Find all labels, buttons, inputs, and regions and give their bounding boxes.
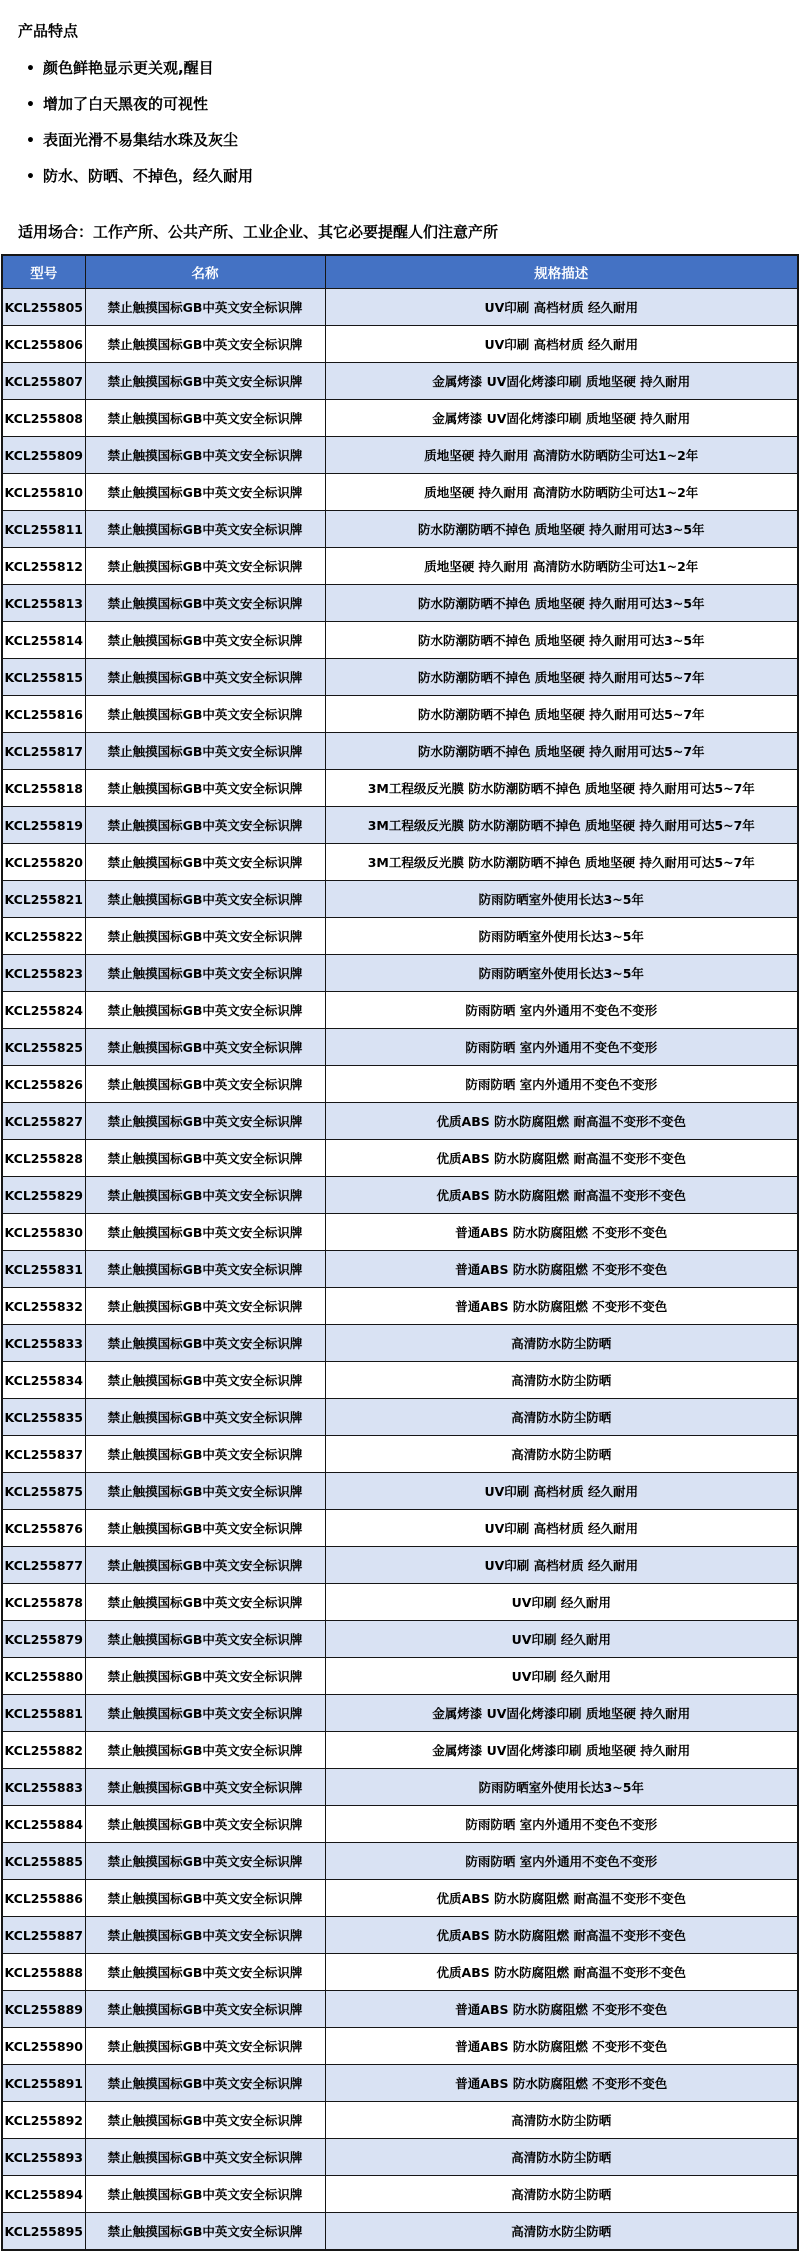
name-cell: 禁止触摸国标GB中英文安全标识牌 [85, 1288, 325, 1325]
table-row [2, 2102, 798, 2139]
table-row [2, 1917, 798, 1954]
table-row [2, 1991, 798, 2028]
spec-cell: 防水防潮防晒不掉色 质地坚硬 持久耐用可达5~7年 [325, 659, 798, 696]
model-cell: KCL255810 [2, 474, 85, 511]
name-cell: 禁止触摸国标GB中英文安全标识牌 [85, 548, 325, 585]
spec-cell: 高清防水防尘防晒 [325, 1399, 798, 1436]
spec-cell: 普通ABS 防水防腐阻燃 不变形不变色 [325, 2065, 798, 2102]
model-cell: KCL255819 [2, 807, 85, 844]
table-row [2, 1325, 798, 1362]
name-cell: 禁止触摸国标GB中英文安全标识牌 [85, 326, 325, 363]
spec-cell: 防雨防晒 室内外通用不变色不变形 [325, 992, 798, 1029]
table-row [2, 807, 798, 844]
name-cell: 禁止触摸国标GB中英文安全标识牌 [85, 2065, 325, 2102]
model-cell: KCL255813 [2, 585, 85, 622]
spec-cell: UV印刷 经久耐用 [325, 1584, 798, 1621]
model-cell: KCL255815 [2, 659, 85, 696]
table-row [2, 474, 798, 511]
table-row [2, 1880, 798, 1917]
table-row [2, 2139, 798, 2176]
spec-cell: 3M工程级反光膜 防水防潮防晒不掉色 质地坚硬 持久耐用可达5~7年 [325, 807, 798, 844]
table-row [2, 1547, 798, 1584]
table-row [2, 1510, 798, 1547]
name-cell: 禁止触摸国标GB中英文安全标识牌 [85, 696, 325, 733]
table-row [2, 2176, 798, 2213]
spec-cell: 防水防潮防晒不掉色 质地坚硬 持久耐用可达5~7年 [325, 696, 798, 733]
model-cell: KCL255814 [2, 622, 85, 659]
table-row [2, 289, 798, 326]
spec-cell: 防雨防晒 室内外通用不变色不变形 [325, 1806, 798, 1843]
model-cell: KCL255837 [2, 1436, 85, 1473]
model-cell: KCL255828 [2, 1140, 85, 1177]
model-cell: KCL255822 [2, 918, 85, 955]
name-cell: 禁止触摸国标GB中英文安全标识牌 [85, 585, 325, 622]
table-row [2, 400, 798, 437]
table-row [2, 363, 798, 400]
spec-cell: 高清防水防尘防晒 [325, 2176, 798, 2213]
name-cell: 禁止触摸国标GB中英文安全标识牌 [85, 1547, 325, 1584]
feature-item [26, 51, 782, 87]
bullet-icon: • [26, 61, 35, 77]
spec-cell: 普通ABS 防水防腐阻燃 不变形不变色 [325, 1288, 798, 1325]
spec-cell: 防雨防晒 室内外通用不变色不变形 [325, 1066, 798, 1103]
name-cell: 禁止触摸国标GB中英文安全标识牌 [85, 1880, 325, 1917]
model-cell: KCL255885 [2, 1843, 85, 1880]
bullet-icon: • [26, 133, 35, 149]
name-cell: 禁止触摸国标GB中英文安全标识牌 [85, 1658, 325, 1695]
table-row [2, 992, 798, 1029]
model-cell: KCL255821 [2, 881, 85, 918]
model-cell: KCL255824 [2, 992, 85, 1029]
spec-cell: 3M工程级反光膜 防水防潮防晒不掉色 质地坚硬 持久耐用可达5~7年 [325, 844, 798, 881]
spec-cell: 防雨防晒室外使用长达3~5年 [325, 1769, 798, 1806]
name-cell: 禁止触摸国标GB中英文安全标识牌 [85, 1177, 325, 1214]
spec-cell: 高清防水防尘防晒 [325, 1436, 798, 1473]
spec-cell: 防水防潮防晒不掉色 质地坚硬 持久耐用可达3~5年 [325, 511, 798, 548]
spec-cell: UV印刷 经久耐用 [325, 1658, 798, 1695]
spec-cell: UV印刷 高档材质 经久耐用 [325, 1510, 798, 1547]
spec-cell: 金属烤漆 UV固化烤漆印刷 质地坚硬 持久耐用 [325, 1732, 798, 1769]
table-row [2, 548, 798, 585]
name-cell: 禁止触摸国标GB中英文安全标识牌 [85, 1954, 325, 1991]
model-cell: KCL255894 [2, 2176, 85, 2213]
model-cell: KCL255811 [2, 511, 85, 548]
name-cell: 禁止触摸国标GB中英文安全标识牌 [85, 1510, 325, 1547]
model-cell: KCL255827 [2, 1103, 85, 1140]
name-cell: 禁止触摸国标GB中英文安全标识牌 [85, 1806, 325, 1843]
spec-cell: UV印刷 高档材质 经久耐用 [325, 1547, 798, 1584]
model-cell: KCL255890 [2, 2028, 85, 2065]
name-cell: 禁止触摸国标GB中英文安全标识牌 [85, 2028, 325, 2065]
table-row [2, 696, 798, 733]
model-cell: KCL255878 [2, 1584, 85, 1621]
name-cell: 禁止触摸国标GB中英文安全标识牌 [85, 2102, 325, 2139]
name-cell: 禁止触摸国标GB中英文安全标识牌 [85, 363, 325, 400]
model-cell: KCL255832 [2, 1288, 85, 1325]
name-cell: 禁止触摸国标GB中英文安全标识牌 [85, 1436, 325, 1473]
name-cell: 禁止触摸国标GB中英文安全标识牌 [85, 1843, 325, 1880]
usage-line: 适用场合：工作产所、公共产所、工业企业、其它必要提醒人们注意产所 [18, 223, 499, 241]
model-cell: KCL255812 [2, 548, 85, 585]
model-cell: KCL255875 [2, 1473, 85, 1510]
model-cell: KCL255835 [2, 1399, 85, 1436]
model-cell: KCL255884 [2, 1806, 85, 1843]
model-cell: KCL255816 [2, 696, 85, 733]
spec-cell: UV印刷 高档材质 经久耐用 [325, 1473, 798, 1510]
name-cell: 禁止触摸国标GB中英文安全标识牌 [85, 1251, 325, 1288]
model-cell: KCL255892 [2, 2102, 85, 2139]
model-cell: KCL255883 [2, 1769, 85, 1806]
name-cell: 禁止触摸国标GB中英文安全标识牌 [85, 992, 325, 1029]
model-cell: KCL255808 [2, 400, 85, 437]
table-row [2, 2028, 798, 2065]
name-cell: 禁止触摸国标GB中英文安全标识牌 [85, 1917, 325, 1954]
column-header-model: 型号 [2, 255, 85, 289]
model-cell: KCL255876 [2, 1510, 85, 1547]
model-cell: KCL255833 [2, 1325, 85, 1362]
name-cell: 禁止触摸国标GB中英文安全标识牌 [85, 1399, 325, 1436]
name-cell: 禁止触摸国标GB中英文安全标识牌 [85, 1991, 325, 2028]
name-cell: 禁止触摸国标GB中英文安全标识牌 [85, 1621, 325, 1658]
table-row [2, 585, 798, 622]
table-row [2, 2065, 798, 2102]
model-cell: KCL255887 [2, 1917, 85, 1954]
model-cell: KCL255807 [2, 363, 85, 400]
name-cell: 禁止触摸国标GB中英文安全标识牌 [85, 437, 325, 474]
product-features-section [0, 0, 800, 195]
name-cell: 禁止触摸国标GB中英文安全标识牌 [85, 733, 325, 770]
table-row [2, 918, 798, 955]
name-cell: 禁止触摸国标GB中英文安全标识牌 [85, 622, 325, 659]
table-row [2, 770, 798, 807]
table-row [2, 1621, 798, 1658]
features-title: 产品特点 [18, 22, 79, 40]
name-cell: 禁止触摸国标GB中英文安全标识牌 [85, 400, 325, 437]
model-cell: KCL255820 [2, 844, 85, 881]
model-cell: KCL255817 [2, 733, 85, 770]
name-cell: 禁止触摸国标GB中英文安全标识牌 [85, 2176, 325, 2213]
table-row [2, 1140, 798, 1177]
spec-cell: 防雨防晒室外使用长达3~5年 [325, 918, 798, 955]
name-cell: 禁止触摸国标GB中英文安全标识牌 [85, 289, 325, 326]
name-cell: 禁止触摸国标GB中英文安全标识牌 [85, 844, 325, 881]
model-cell: KCL255806 [2, 326, 85, 363]
table-row [2, 1288, 798, 1325]
model-cell: KCL255834 [2, 1362, 85, 1399]
table-row [2, 326, 798, 363]
spec-cell: 高清防水防尘防晒 [325, 2139, 798, 2176]
name-cell: 禁止触摸国标GB中英文安全标识牌 [85, 1695, 325, 1732]
spec-table-header [2, 255, 798, 289]
model-cell: KCL255889 [2, 1991, 85, 2028]
model-cell: KCL255818 [2, 770, 85, 807]
table-row [2, 2213, 798, 2251]
spec-cell: UV印刷 高档材质 经久耐用 [325, 289, 798, 326]
feature-item [26, 159, 782, 195]
spec-cell: 普通ABS 防水防腐阻燃 不变形不变色 [325, 1214, 798, 1251]
table-row [2, 1473, 798, 1510]
spec-cell: 普通ABS 防水防腐阻燃 不变形不变色 [325, 1251, 798, 1288]
spec-cell: 质地坚硬 持久耐用 高清防水防晒防尘可达1~2年 [325, 474, 798, 511]
model-cell: KCL255886 [2, 1880, 85, 1917]
feature-item [26, 123, 782, 159]
table-row [2, 659, 798, 696]
name-cell: 禁止触摸国标GB中英文安全标识牌 [85, 1769, 325, 1806]
table-row [2, 1177, 798, 1214]
spec-cell: 高清防水防尘防晒 [325, 2102, 798, 2139]
spec-cell: 质地坚硬 持久耐用 高清防水防晒防尘可达1~2年 [325, 548, 798, 585]
table-row [2, 511, 798, 548]
spec-cell: 优质ABS 防水防腐阻燃 耐高温不变形不变色 [325, 1880, 798, 1917]
model-cell: KCL255893 [2, 2139, 85, 2176]
name-cell: 禁止触摸国标GB中英文安全标识牌 [85, 881, 325, 918]
spec-cell: 普通ABS 防水防腐阻燃 不变形不变色 [325, 1991, 798, 2028]
name-cell: 禁止触摸国标GB中英文安全标识牌 [85, 770, 325, 807]
model-cell: KCL255895 [2, 2213, 85, 2251]
spec-cell: 3M工程级反光膜 防水防潮防晒不掉色 质地坚硬 持久耐用可达5~7年 [325, 770, 798, 807]
name-cell: 禁止触摸国标GB中英文安全标识牌 [85, 1029, 325, 1066]
name-cell: 禁止触摸国标GB中英文安全标识牌 [85, 955, 325, 992]
table-row [2, 1806, 798, 1843]
spec-cell: 防雨防晒 室内外通用不变色不变形 [325, 1029, 798, 1066]
table-row [2, 1029, 798, 1066]
spec-cell: 优质ABS 防水防腐阻燃 耐高温不变形不变色 [325, 1177, 798, 1214]
table-row [2, 622, 798, 659]
table-row [2, 1214, 798, 1251]
model-cell: KCL255809 [2, 437, 85, 474]
name-cell: 禁止触摸国标GB中英文安全标识牌 [85, 474, 325, 511]
model-cell: KCL255826 [2, 1066, 85, 1103]
name-cell: 禁止触摸国标GB中英文安全标识牌 [85, 1584, 325, 1621]
spec-cell: 防雨防晒室外使用长达3~5年 [325, 955, 798, 992]
model-cell: KCL255823 [2, 955, 85, 992]
spec-cell: 优质ABS 防水防腐阻燃 耐高温不变形不变色 [325, 1954, 798, 1991]
model-cell: KCL255877 [2, 1547, 85, 1584]
name-cell: 禁止触摸国标GB中英文安全标识牌 [85, 1103, 325, 1140]
table-row [2, 1436, 798, 1473]
name-cell: 禁止触摸国标GB中英文安全标识牌 [85, 1473, 325, 1510]
table-row [2, 1695, 798, 1732]
table-row [2, 881, 798, 918]
column-header-spec: 规格描述 [325, 255, 798, 289]
spec-cell: 优质ABS 防水防腐阻燃 耐高温不变形不变色 [325, 1917, 798, 1954]
model-cell: KCL255829 [2, 1177, 85, 1214]
spec-cell: 质地坚硬 持久耐用 高清防水防晒防尘可达1~2年 [325, 437, 798, 474]
model-cell: KCL255881 [2, 1695, 85, 1732]
name-cell: 禁止触摸国标GB中英文安全标识牌 [85, 807, 325, 844]
table-row [2, 1251, 798, 1288]
spec-cell: 高清防水防尘防晒 [325, 1362, 798, 1399]
feature-item-text: 防水、防晒、不掉色，经久耐用 [42, 167, 253, 185]
bullet-icon: • [26, 97, 35, 113]
model-cell: KCL255879 [2, 1621, 85, 1658]
name-cell: 禁止触摸国标GB中英文安全标识牌 [85, 918, 325, 955]
table-row [2, 1399, 798, 1436]
table-row [2, 844, 798, 881]
spec-cell: 普通ABS 防水防腐阻燃 不变形不变色 [325, 2028, 798, 2065]
spec-cell: 金属烤漆 UV固化烤漆印刷 质地坚硬 持久耐用 [325, 1695, 798, 1732]
model-cell: KCL255805 [2, 289, 85, 326]
spec-cell: 防雨防晒 室内外通用不变色不变形 [325, 1843, 798, 1880]
spec-cell: 金属烤漆 UV固化烤漆印刷 质地坚硬 持久耐用 [325, 363, 798, 400]
name-cell: 禁止触摸国标GB中英文安全标识牌 [85, 1362, 325, 1399]
name-cell: 禁止触摸国标GB中英文安全标识牌 [85, 511, 325, 548]
table-row [2, 1843, 798, 1880]
table-row [2, 955, 798, 992]
spec-cell: 防水防潮防晒不掉色 质地坚硬 持久耐用可达3~5年 [325, 585, 798, 622]
table-row [2, 1954, 798, 1991]
feature-item-text: 增加了白天黑夜的可视性 [42, 95, 208, 113]
table-row [2, 1732, 798, 1769]
feature-list [18, 51, 782, 195]
model-cell: KCL255882 [2, 1732, 85, 1769]
model-cell: KCL255888 [2, 1954, 85, 1991]
name-cell: 禁止触摸国标GB中英文安全标识牌 [85, 1325, 325, 1362]
spec-cell: 优质ABS 防水防腐阻燃 耐高温不变形不变色 [325, 1140, 798, 1177]
table-row [2, 733, 798, 770]
spec-cell: 高清防水防尘防晒 [325, 1325, 798, 1362]
spec-cell: 金属烤漆 UV固化烤漆印刷 质地坚硬 持久耐用 [325, 400, 798, 437]
spec-table-body [2, 289, 798, 2251]
spec-cell: 防雨防晒室外使用长达3~5年 [325, 881, 798, 918]
table-row [2, 1769, 798, 1806]
spec-cell: UV印刷 高档材质 经久耐用 [325, 326, 798, 363]
name-cell: 禁止触摸国标GB中英文安全标识牌 [85, 2139, 325, 2176]
spec-cell: 高清防水防尘防晒 [325, 2213, 798, 2251]
feature-item [26, 87, 782, 123]
table-row [2, 437, 798, 474]
name-cell: 禁止触摸国标GB中英文安全标识牌 [85, 2213, 325, 2251]
name-cell: 禁止触摸国标GB中英文安全标识牌 [85, 1732, 325, 1769]
model-cell: KCL255830 [2, 1214, 85, 1251]
table-row [2, 1103, 798, 1140]
bullet-icon: • [26, 169, 35, 185]
name-cell: 禁止触摸国标GB中英文安全标识牌 [85, 1140, 325, 1177]
name-cell: 禁止触摸国标GB中英文安全标识牌 [85, 1214, 325, 1251]
spec-cell: UV印刷 经久耐用 [325, 1621, 798, 1658]
spec-cell: 防水防潮防晒不掉色 质地坚硬 持久耐用可达5~7年 [325, 733, 798, 770]
feature-item-text: 颜色鲜艳显示更关观,醒目 [42, 59, 214, 77]
table-row [2, 1658, 798, 1695]
model-cell: KCL255825 [2, 1029, 85, 1066]
spec-cell: 防水防潮防晒不掉色 质地坚硬 持久耐用可达3~5年 [325, 622, 798, 659]
header-row [2, 255, 798, 289]
model-cell: KCL255880 [2, 1658, 85, 1695]
name-cell: 禁止触摸国标GB中英文安全标识牌 [85, 659, 325, 696]
spec-cell: 优质ABS 防水防腐阻燃 耐高温不变形不变色 [325, 1103, 798, 1140]
table-row [2, 1584, 798, 1621]
table-row [2, 1066, 798, 1103]
feature-item-text: 表面光滑不易集结水珠及灰尘 [42, 131, 238, 149]
spec-table [1, 254, 799, 2251]
table-row [2, 1362, 798, 1399]
column-header-name: 名称 [85, 255, 325, 289]
model-cell: KCL255831 [2, 1251, 85, 1288]
name-cell: 禁止触摸国标GB中英文安全标识牌 [85, 1066, 325, 1103]
model-cell: KCL255891 [2, 2065, 85, 2102]
